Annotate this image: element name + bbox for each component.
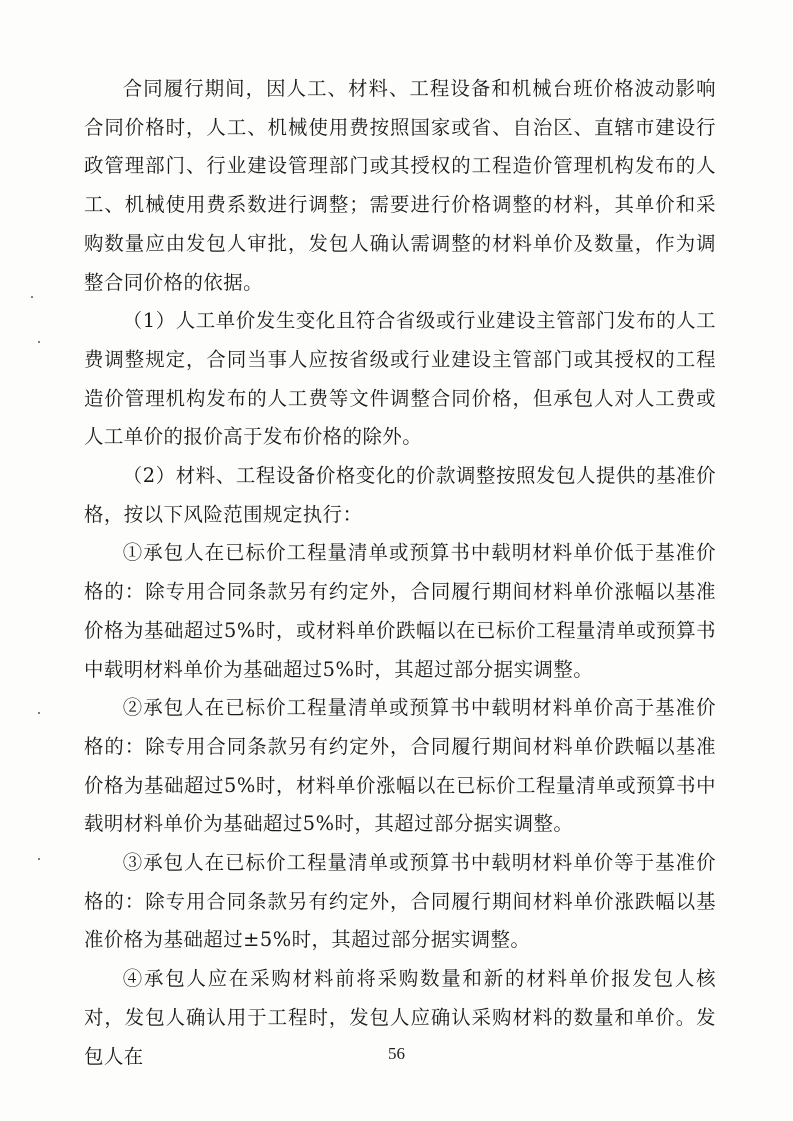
paragraph-price-fluctuation: 合同履行期间，因人工、材料、工程设备和机械台班价格波动影响合同价格时，人工、机械使用费按照国家或省、自治区、直辖市建设行政管理部门、行业建设管理部门或其授权的工程造价管理机构发布的人工、机械使用费系数进行调整；需要进行价格调整的材料，其单价和采购数量应由发包人审批，发包人确认需调整的材料单价及数量，作为调整合同价格的依据。 (84, 77, 716, 294)
paragraph-item-2: ②承包人在已标价工程量清单或预算书中载明材料单价高于基准价格的：除专用合同条款另有约定外，合同履行期间材料单价跌幅以基准价格为基础超过5%时，材料单价涨幅以在已标价工程量清单或预算书中载明材料单价为基础超过5%时，其超过部分据实调整。 (84, 696, 716, 836)
paragraph-item-4: ④承包人应在采购材料前将采购数量和新的材料单价报发包人核对，发包人确认用于工程时，发包人应确认采购材料的数量和单价。发包人在 (84, 967, 716, 1068)
paragraph-item-3: ③承包人在已标价工程量清单或预算书中载明材料单价等于基准价格的：除专用合同条款另有约定外，合同履行期间材料单价涨跌幅以基准价格为基础超过±5%时，其超过部分据实调整。 (84, 851, 716, 952)
paragraph-material-equipment: （2）材料、工程设备价格变化的价款调整按照发包人提供的基准价格，按以下风险范围规定执行： (84, 464, 716, 526)
body-text (84, 70, 716, 1076)
scan-speck (38, 712, 40, 714)
scan-speck (38, 341, 40, 343)
scan-speck (31, 296, 33, 298)
page-number: 56 (388, 1044, 405, 1063)
paragraph-item-1: ①承包人在已标价工程量清单或预算书中载明材料单价低于基准价格的：除专用合同条款另有约定外，合同履行期间材料单价涨幅以基准价格为基础超过5%时，或材料单价跌幅以在已标价工程量清单或预算书中载明材料单价为基础超过5%时，其超过部分据实调整。 (84, 541, 716, 681)
scan-speck (38, 858, 40, 860)
paragraph-labor-unit-price: （1）人工单价发生变化且符合省级或行业建设主管部门发布的人工费调整规定，合同当事人应按省级或行业建设主管部门或其授权的工程造价管理机构发布的人工费等文件调整合同价格，但承包人对人工费或人工单价的报价高于发布价格的除外。 (84, 309, 716, 449)
